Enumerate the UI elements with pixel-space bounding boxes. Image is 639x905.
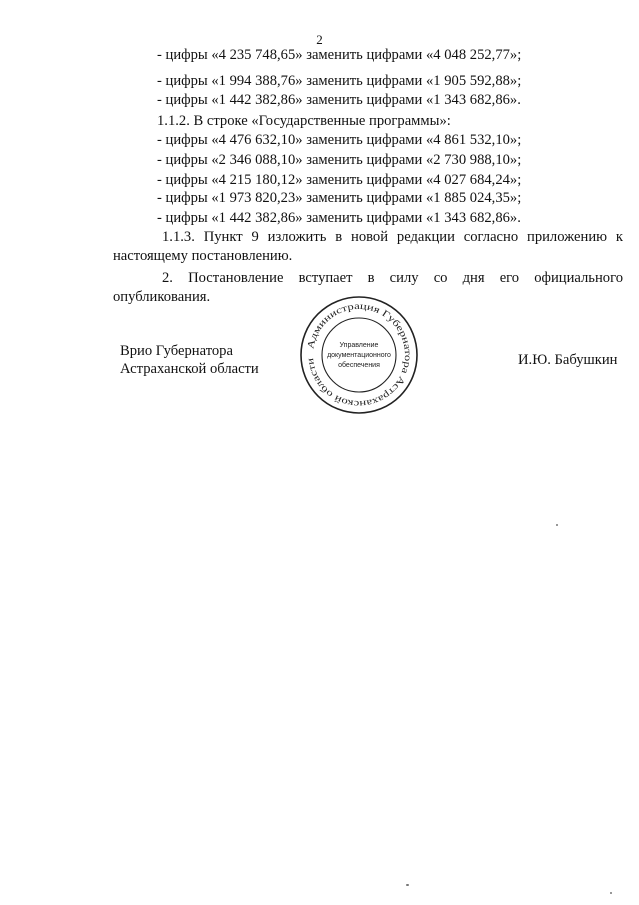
text-line: опубликования. — [113, 289, 211, 305]
text-line: - цифры «1 442 382,86» заменить цифрами «1 343 682,86». — [157, 92, 521, 108]
text-line: - цифры «2 346 088,10» заменить цифрами «2 730 988,10»; — [157, 152, 522, 168]
page-number: 2 — [316, 32, 323, 47]
text-line: 1.1.2. В строке «Государственные программы»: — [157, 113, 451, 129]
paragraph-line-justified: 1.1.3. Пункт 9 изложить в новой редакции согласно приложению к — [162, 229, 623, 245]
text-line: - цифры «1 994 388,76» заменить цифрами «1 905 592,88»; — [157, 73, 522, 89]
text-line: - цифры «1 442 382,86» заменить цифрами «1 343 682,86». — [157, 210, 521, 226]
signatory-position — [120, 342, 259, 378]
text-line: - цифры «4 215 180,12» заменить цифрами «4 027 684,24»; — [157, 172, 522, 188]
paragraph-line-justified: 2. Постановление вступает в силу со дня его официального — [162, 270, 623, 286]
seal-center-line: обеспечения — [338, 362, 380, 369]
text-line: - цифры «4 476 632,10» заменить цифрами «4 861 532,10»; — [157, 132, 522, 148]
text-line: - цифры «1 973 820,23» заменить цифрами «1 885 024,35»; — [157, 190, 522, 206]
seal-center-line: Управление — [339, 342, 379, 349]
seal-center-line: документационного — [327, 352, 391, 359]
scan-speck — [556, 524, 558, 526]
scan-speck — [610, 892, 612, 894]
signatory-title: Врио Губернатора — [120, 343, 233, 359]
signatory-region: Астраханской области — [120, 361, 259, 377]
text-line: настоящему постановлению. — [113, 248, 293, 264]
signatory-name: И.Ю. Бабушкин — [518, 352, 618, 368]
scan-speck — [406, 884, 409, 886]
official-seal — [298, 294, 420, 416]
text-line: - цифры «4 235 748,65» заменить цифрами «4 048 252,77»; — [157, 47, 522, 63]
seal-ring-text: Администрация Губернатора Астраханской области — [306, 301, 413, 409]
